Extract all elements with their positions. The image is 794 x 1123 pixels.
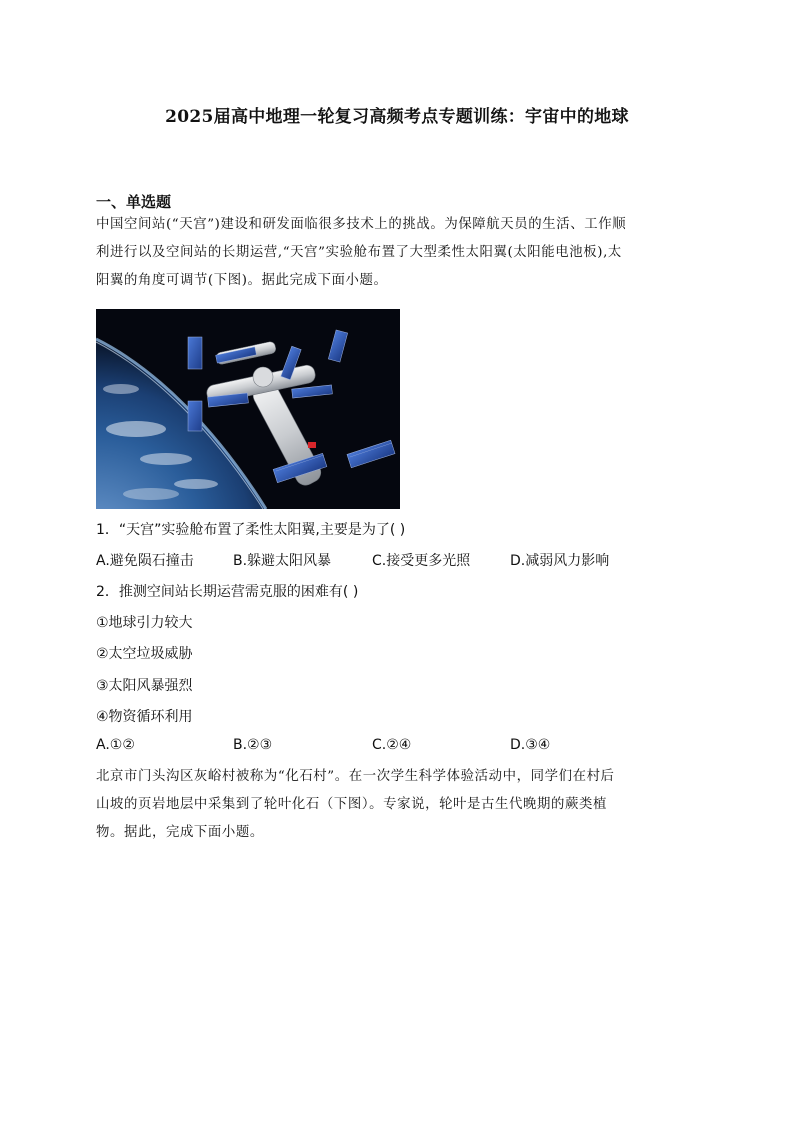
- question-2-item: ③太阳风暴强烈: [96, 678, 193, 694]
- question-1-option-a: A.避免陨石撞击: [96, 553, 194, 569]
- page-title: 2025届高中地理一轮复习高频考点专题训练：宇宙中的地球: [165, 107, 629, 127]
- section-heading: 一、单选题: [96, 193, 172, 211]
- space-station-image: [96, 309, 400, 509]
- question-2-item: ①地球引力较大: [96, 615, 193, 631]
- passage-line: 阳翼的角度可调节(下图)。据此完成下面小题。: [96, 273, 388, 288]
- question-1-stem: 1．“天宫”实验舱布置了柔性太阳翼,主要是为了( ): [96, 522, 406, 538]
- passage-line: 山坡的页岩地层中采集到了轮叶化石（下图）。专家说，轮叶是古生代晚期的蕨类植: [96, 797, 607, 812]
- question-2-option-b: B.②③: [233, 737, 273, 753]
- question-2-option-a: A.①②: [96, 737, 135, 753]
- question-2-stem: 2．推测空间站长期运营需克服的困难有( ): [96, 584, 359, 600]
- question-2-item: ④物资循环利用: [96, 709, 193, 725]
- question-2-option-c: C.②④: [372, 737, 412, 753]
- question-1-option-d: D.减弱风力影响: [510, 553, 610, 569]
- question-1-option-c: C.接受更多光照: [372, 553, 471, 569]
- question-2-item: ②太空垃圾威胁: [96, 646, 193, 662]
- question-2-option-d: D.③④: [510, 737, 551, 753]
- passage-line: 利进行以及空间站的长期运营,“天宫”实验舱布置了大型柔性太阳翼(太阳能电池板),太: [96, 245, 622, 260]
- passage-space-station: [96, 211, 700, 295]
- question-1-option-b: B.躲避太阳风暴: [233, 553, 332, 569]
- passage-line: 中国空间站(“天宫”)建设和研发面临很多技术上的挑战。为保障航天员的生活、工作顺: [96, 217, 627, 232]
- passage-line: 物。据此，完成下面小题。: [96, 825, 264, 840]
- passage-fossil-village: [96, 763, 700, 847]
- passage-line: 北京市门头沟区灰峪村被称为“化石村”。在一次学生科学体验活动中，同学们在村后: [96, 769, 615, 784]
